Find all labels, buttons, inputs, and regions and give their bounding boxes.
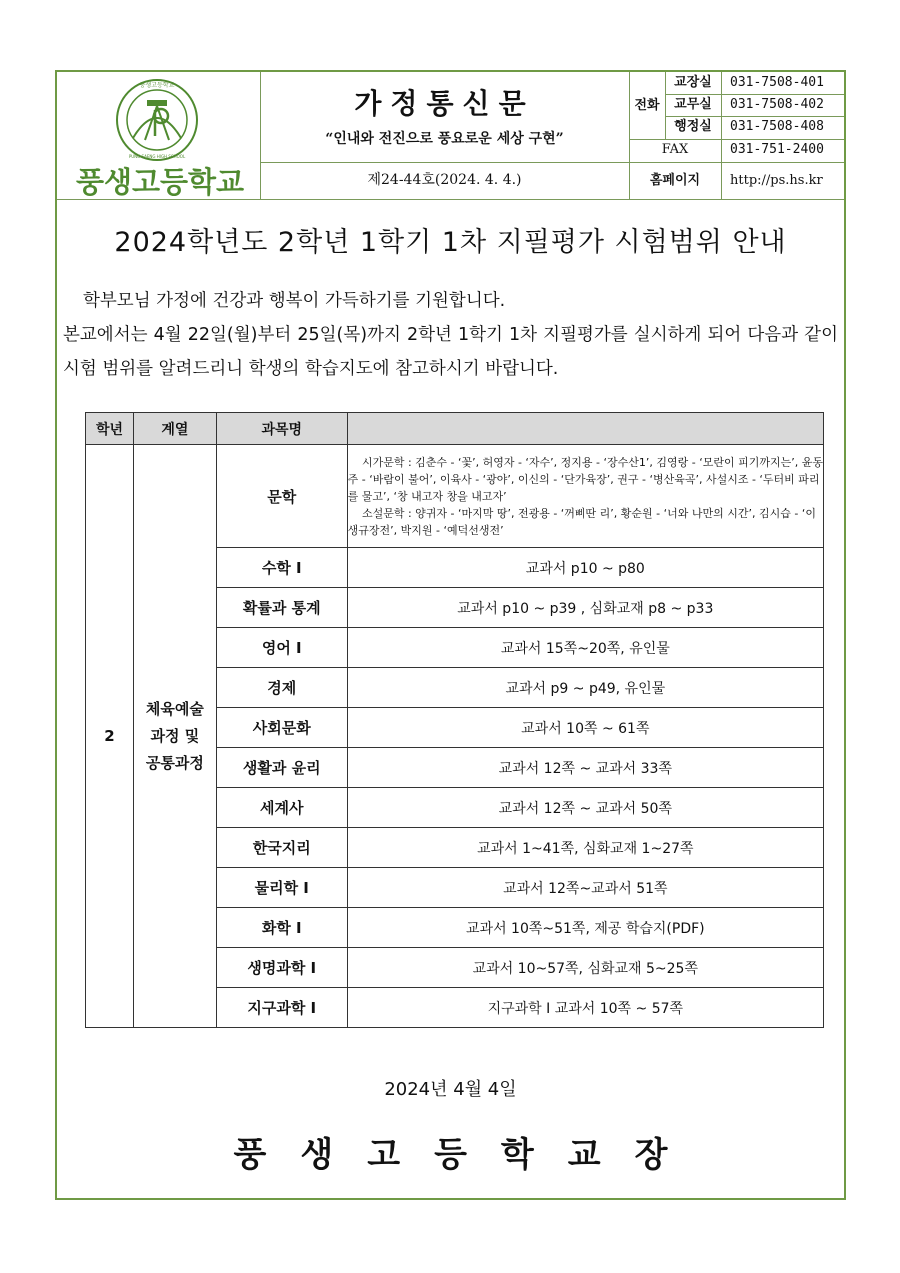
school-emblem-icon [115, 78, 199, 162]
header-grade: 학년 [86, 413, 134, 445]
subject-name: 영어 Ⅰ [216, 628, 347, 668]
subject-name: 지구과학 Ⅰ [216, 988, 347, 1028]
header-subject: 과목명 [216, 413, 347, 445]
subject-name: 경제 [216, 668, 347, 708]
office-number-principal: 031-7508-401 [730, 75, 824, 90]
newsletter-title: 가정통신문 [354, 87, 535, 120]
issue-date: 2024년 4월 4일 [384, 1079, 517, 1100]
principal-signature: 풍생고등학교장 [233, 1135, 702, 1175]
newsletter-frame [55, 70, 846, 1200]
emblem-motto: PUNG SAENG HIGH SCHOOL [128, 154, 186, 159]
header-track: 계열 [133, 413, 216, 445]
homepage-label: 홈페이지 [649, 173, 701, 188]
exam-range: 교과서 p10 ~ p80 [347, 548, 823, 588]
header-range [347, 413, 823, 445]
subject-name: 사회문화 [216, 708, 347, 748]
track-line: 체육예술 [145, 699, 204, 718]
emblem-text: 풍생고등학교 [139, 82, 175, 89]
exam-range-table [85, 412, 824, 1028]
subject-name: 생명과학 Ⅰ [216, 948, 347, 988]
track-cell [133, 445, 216, 1028]
exam-range: 교과서 10쪽~51쪽, 제공 학습지(PDF) [347, 908, 823, 948]
track-line: 공통과정 [145, 753, 204, 772]
table-header-row [86, 413, 824, 445]
exam-range: 교과서 10~57쪽, 심화교재 5~25쪽 [347, 948, 823, 988]
exam-range: 지구과학 Ⅰ 교과서 10쪽 ~ 57쪽 [347, 988, 823, 1028]
phone-label: 전화 [634, 98, 660, 113]
school-logo [57, 72, 260, 200]
school-name-logo: 풍생고등학교 [75, 165, 245, 199]
school-motto: “인내와 전진으로 풍요로운 세상 구현” [325, 131, 564, 147]
subject-name: 화학 Ⅰ [216, 908, 347, 948]
document-title: 2024학년도 2학년 1학기 1차 지필평가 시험범위 안내 [114, 227, 787, 258]
subject-name: 생활과 윤리 [216, 748, 347, 788]
exam-range: 교과서 1~41쪽, 심화교재 1~27쪽 [347, 828, 823, 868]
subject-name: 한국지리 [216, 828, 347, 868]
subject-name: 확률과 통계 [216, 588, 347, 628]
grade-cell: 2 [86, 445, 134, 1028]
exam-range: 교과서 15쪽~20쪽, 유인물 [347, 628, 823, 668]
office-label-principal: 교장실 [674, 75, 712, 90]
intro-greeting: 학부모님 가정에 건강과 행복이 가득하기를 기원합니다. [83, 291, 506, 311]
intro-notice: 본교에서는 4월 22일(월)부터 25일(목)까지 2학년 1학기 1차 지필평가를 실시하게 되어 다음과 같이 시험 범위를 알려드리니 학생의 학습지도에 참고하시기 바랍니다. [63, 325, 838, 379]
prose-range: 소설문학 : 양귀자 - ‘마지막 땅’, 전광용 - ‘꺼삐딴 리’, 황순원 - ‘너와 나만의 시간’, 김시습 - ‘이생규장전’, 박지원 - ‘예덕선생전’ [347, 506, 816, 537]
issue-number: 제24-44호(2024. 4. 4.) [367, 172, 522, 188]
intro-text [63, 284, 838, 386]
office-number-academic: 031-7508-402 [730, 97, 824, 112]
exam-range: 교과서 12쪽 ~ 교과서 33쪽 [347, 748, 823, 788]
contact-table [629, 72, 844, 200]
exam-range: 교과서 10쪽 ~ 61쪽 [347, 708, 823, 748]
subject-name: 수학 Ⅰ [216, 548, 347, 588]
subject-name: 문학 [216, 445, 347, 548]
office-number-admin: 031-7508-408 [730, 119, 824, 134]
exam-range: 교과서 12쪽 ~ 교과서 50쪽 [347, 788, 823, 828]
literature-range [347, 445, 823, 548]
subject-name: 세계사 [216, 788, 347, 828]
exam-range: 교과서 p10 ~ p39 , 심화교재 p8 ~ p33 [347, 588, 823, 628]
homepage-link[interactable]: http://ps.hs.kr [730, 173, 823, 188]
exam-range: 교과서 p9 ~ p49, 유인물 [347, 668, 823, 708]
fax-number: 031-751-2400 [730, 142, 824, 157]
poetry-range: 시가문학 : 김춘수 - ‘꽃’, 허영자 - ‘자수’, 정지용 - ‘장수산1’, 김영랑 - ‘모란이 피기까지는’, 윤동주 - ‘바람이 불어’, 이육사 - ‘광야’, 이신의 - ‘단가육장’, 권구 - ‘병산육곡’, 사설시조 - ‘두터비 파리를 물고’, ‘창 내고자 창을 내고자’ [347, 455, 823, 503]
table-row [86, 445, 824, 548]
exam-range: 교과서 12쪽~교과서 51쪽 [347, 868, 823, 908]
track-line: 과정 및 [150, 726, 200, 745]
fax-label: FAX [661, 142, 689, 157]
subject-name: 물리학 Ⅰ [216, 868, 347, 908]
office-label-academic: 교무실 [674, 97, 712, 112]
office-label-admin: 행정실 [674, 119, 712, 134]
newsletter-header [57, 72, 844, 200]
title-area [260, 72, 629, 162]
